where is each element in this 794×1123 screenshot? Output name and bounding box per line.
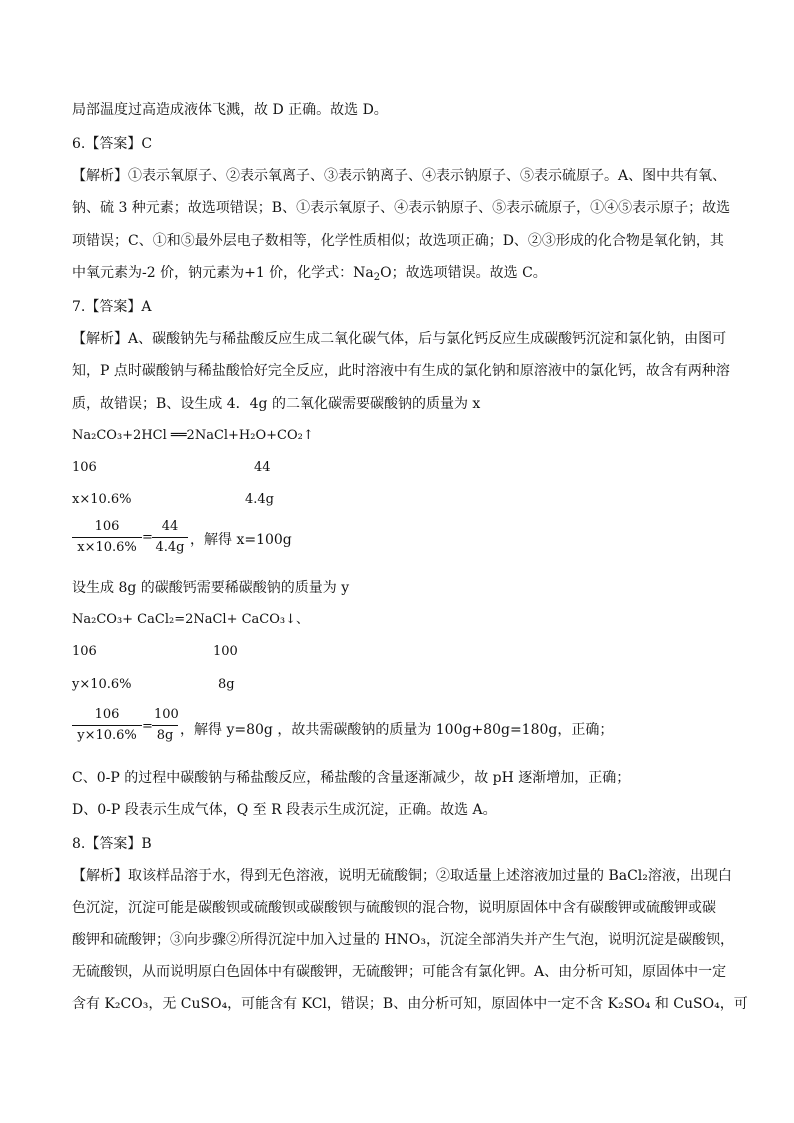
fraction	[72, 706, 142, 745]
explanation-line: D、0-P 段表示生成气体，Q 至 R 段表示生成沉淀，正确。故选 A。	[72, 802, 497, 818]
text-line: 局部温度过高造成液体飞溅，故 D 正确。故选 D。	[72, 102, 388, 118]
fraction-bar	[152, 725, 178, 726]
equation-value: y×10.6%	[72, 677, 132, 692]
text-segment: 中氧元素为-2 价，钠元素为+1 价，化学式：Na	[72, 265, 374, 281]
explanation-line: 设生成 8g 的碳酸钙需要稀碳酸钠的质量为 y	[72, 580, 350, 596]
numerator: 106	[94, 519, 120, 534]
equation-value: 100	[213, 644, 238, 659]
explanation-line: 酸钾和硫酸钾；③向步骤②所得沉淀中加入过量的 HNO₃，沉淀全部消失并产生气泡，说明沉淀是碳酸钡，	[72, 932, 734, 948]
fraction	[152, 518, 188, 557]
chemical-equation: Na₂CO₃+2HCl ══2NaCl+H₂O+CO₂↑	[72, 428, 314, 443]
explanation-line: 钠、硫 3 种元素；故选项错误；B、①表示氧原子、④表示钠原子、⑤表示硫原子，①④⑤表示原子；故选	[72, 200, 731, 216]
denominator: 4.4g	[155, 540, 185, 555]
explanation-line: 质，故错误；B、设生成 4．4g 的二氧化碳需要碳酸钠的质量为 x	[72, 396, 481, 412]
equals-sign: =	[142, 719, 153, 734]
explanation-line: 知，P 点时碳酸钠与稀盐酸恰好完全反应，此时溶液中有生成的氯化钠和原溶液中的氯化钙，故含有两种溶	[72, 363, 730, 379]
chemical-equation: Na₂CO₃+ CaCl₂=2NaCl+ CaCO₃↓、	[72, 612, 310, 627]
denominator: x×10.6%	[77, 540, 137, 555]
equation-value: 106	[72, 460, 97, 475]
explanation-line	[72, 263, 732, 283]
equation-value: 106	[72, 644, 97, 659]
equation-value: 4.4g	[245, 492, 274, 507]
explanation-line: 含有 K₂CO₃，无 CuSO₄，可能含有 KCl，错误；B、由分析可知，原固体中一定不含 K₂SO₄ 和 CuSO₄，可	[72, 996, 748, 1012]
fraction-bar	[72, 725, 142, 726]
denominator: 8g	[156, 728, 174, 743]
answer-heading-7: 7.【答案】A	[72, 299, 152, 315]
explanation-line: 【解析】取该样品溶于水，得到无色溶液，说明无硫酸铜；②取适量上述溶液加过量的 BaCl₂溶液，出现白	[72, 868, 732, 884]
text-segment: ，解得 y=80g ，故共需碳酸钠的质量为 100g+80g=180g，正确；	[180, 722, 614, 738]
fraction-bar	[152, 537, 188, 538]
equation-value: 8g	[218, 677, 235, 692]
numerator: 106	[94, 707, 120, 722]
subscript: 2	[373, 272, 381, 283]
denominator: y×10.6%	[77, 728, 137, 743]
explanation-line: 【解析】①表示氧原子、②表示氧离子、③表示钠离子、④表示钠原子、⑤表示硫原子。A、图中共有氧、	[72, 168, 727, 184]
text-segment: O；故选项错误。故选 C。	[380, 265, 547, 281]
numerator: 100	[154, 707, 179, 722]
explanation-line: 色沉淀，沉淀可能是碳酸钡或硫酸钡或碳酸钡与硫酸钡的混合物，说明原固体中含有碳酸钾或硫酸钾或碳	[72, 900, 716, 916]
equals-sign: =	[142, 530, 153, 545]
explanation-line: C、0-P 的过程中碳酸钠与稀盐酸反应，稀盐酸的含量逐渐减少，故 pH 逐渐增加，正确；	[72, 770, 631, 786]
fraction	[72, 518, 142, 557]
answer-heading-6: 6.【答案】C	[72, 136, 153, 152]
explanation-line: 无硫酸钡，从而说明原白色固体中有碳酸钾，无硫酸钾；可能含有氯化钾。A、由分析可知，原固体中一定	[72, 964, 727, 980]
fraction	[152, 706, 178, 745]
explanation-line: 项错误；C、①和⑤最外层电子数相等，化学性质相似；故选项正确；D、②③形成的化合物是氧化钠，其	[72, 233, 724, 249]
explanation-line: 【解析】A、碳酸钠先与稀盐酸反应生成二氧化碳气体，后与氯化钙反应生成碳酸钙沉淀和氯化钠，由图可	[72, 331, 727, 347]
equation-value: x×10.6%	[72, 492, 132, 507]
equation-value: 44	[254, 460, 271, 475]
numerator: 44	[161, 519, 179, 534]
fraction-bar	[72, 537, 142, 538]
answer-heading-8: 8.【答案】B	[72, 836, 152, 852]
text-segment: ，解得 x=100g	[190, 532, 292, 548]
